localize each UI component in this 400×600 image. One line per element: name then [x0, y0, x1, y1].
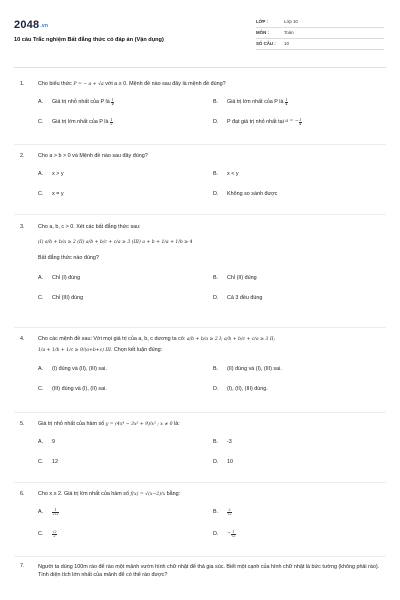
- question-text-part: Cho biểu thức: [38, 81, 72, 87]
- option-a[interactable]: [38, 171, 64, 178]
- question-separator: [14, 556, 386, 557]
- info-row-class: [256, 17, 384, 28]
- question-separator: [14, 482, 386, 483]
- question-number: 4.: [20, 336, 25, 342]
- option-key: C.: [38, 459, 44, 466]
- fraction: [299, 119, 302, 126]
- option-text: P đạt giá trị nhỏ nhất tại: [227, 119, 284, 126]
- fraction-top: 1: [110, 118, 113, 123]
- question-separator: [14, 214, 386, 215]
- question-number: 6.: [20, 491, 25, 497]
- fraction-bottom: 4: [285, 102, 288, 107]
- question-number: 3.: [20, 224, 25, 230]
- option-text: Chỉ (I) đúng: [52, 275, 81, 281]
- option-text: Giá trị nhỏ nhất của P là: [52, 99, 110, 106]
- option-key: D.: [213, 295, 219, 301]
- fraction-bottom: 2√2: [52, 512, 59, 517]
- option-text: 12: [52, 459, 58, 466]
- options: [38, 171, 380, 205]
- question-continuation: [38, 347, 380, 354]
- question-text: [38, 81, 380, 88]
- option-key: A.: [38, 439, 44, 446]
- option-text: Chỉ (II) đúng: [227, 275, 257, 281]
- math-expression: y = (4x⁴ − 3x² + 9)/x² ; x ≠ 0: [105, 422, 173, 427]
- info-key: MÔN :: [256, 30, 269, 36]
- option-key: B.: [213, 509, 219, 516]
- option-key: A.: [38, 99, 44, 106]
- fraction: [227, 509, 232, 516]
- fraction-bottom: 4: [299, 122, 302, 127]
- option-text: (II) đúng và (I), (III) sai.: [227, 366, 282, 373]
- option-key: A.: [38, 366, 44, 373]
- question-text: [38, 491, 380, 498]
- option-d[interactable]: [213, 531, 236, 538]
- option-a[interactable]: [38, 366, 107, 373]
- option-a[interactable]: [38, 275, 80, 282]
- option-c[interactable]: [38, 386, 107, 393]
- question-separator: [14, 144, 386, 145]
- math-expression: f(x) = √(x−2)/x: [130, 492, 166, 497]
- options: [38, 366, 380, 400]
- option-key: B.: [213, 275, 219, 281]
- option-key: C.: [38, 386, 44, 393]
- question-text-part: với a ≥ 0. Mệnh đề nào sau đây là mệnh đề đúng?: [105, 81, 226, 87]
- question-3: [20, 224, 380, 309]
- fraction-top: 1: [52, 509, 59, 513]
- option-key: A.: [38, 171, 44, 178]
- info-key: SỐ CÂU :: [256, 41, 276, 47]
- option-key: D.: [213, 386, 219, 393]
- info-row-subject: [256, 28, 384, 39]
- option-key: C.: [38, 119, 44, 126]
- info-value: Toán: [284, 30, 294, 36]
- option-text: x < y: [227, 171, 239, 178]
- question-4: [20, 336, 380, 400]
- fraction-bottom: √2: [231, 534, 236, 539]
- option-d[interactable]: [213, 119, 302, 126]
- info-row-count: [256, 39, 384, 50]
- option-key: D.: [213, 119, 219, 126]
- option-text: Không so sánh được: [227, 191, 278, 198]
- question-number: 7.: [20, 563, 25, 569]
- info-value: Lớp 10: [284, 19, 298, 25]
- question-6: [20, 491, 380, 549]
- question-number: 2.: [20, 153, 25, 159]
- option-key: D.: [213, 531, 219, 538]
- option-key: A.: [38, 509, 44, 516]
- fraction: [231, 531, 236, 538]
- option-text: Giá trị lớn nhất của P là: [52, 119, 109, 126]
- option-text: -3: [227, 439, 232, 446]
- math-expression: −: [227, 531, 231, 537]
- logo-suffix: .vn: [40, 23, 49, 29]
- fraction-top: 1: [111, 98, 114, 103]
- option-key: B.: [213, 366, 219, 373]
- fraction: [52, 531, 57, 538]
- option-text: x > y: [52, 171, 64, 178]
- option-text: Giá trị lớn nhất của P là: [227, 99, 284, 106]
- options: [38, 99, 380, 133]
- fraction-top: 1: [232, 530, 235, 535]
- question-7: [20, 563, 380, 580]
- option-key: C.: [38, 531, 44, 538]
- option-c[interactable]: [38, 119, 113, 126]
- option-key: B.: [213, 171, 219, 178]
- option-c[interactable]: [38, 459, 58, 466]
- fraction: [111, 99, 114, 106]
- question-text-part: Cho các mệnh đề sau: Với mọi giá trị của a, b, c dương ta có:: [38, 336, 186, 342]
- option-b[interactable]: [213, 366, 282, 373]
- option-b[interactable]: [213, 439, 232, 446]
- question-text: Người ta dùng 100m rào để rào một mảnh vườn hình chữ nhật để thả gia súc. Biết một cạnh của hình chữ nhật là bức tường (không phải rào). Tính diện tích lớn nhất của mảnh để có thể rào được?: [38, 564, 380, 579]
- question-text-part: Giá trị nhỏ nhất của hàm số: [38, 421, 105, 427]
- fraction-bottom: √2: [227, 512, 232, 517]
- fraction: [285, 99, 288, 106]
- options: [38, 439, 380, 473]
- option-text: 10: [227, 459, 233, 466]
- fraction-top: 1: [285, 98, 288, 103]
- question-separator: [14, 412, 386, 413]
- fraction-top: √2: [52, 530, 57, 535]
- option-text: Chỉ (III) đúng: [52, 295, 84, 301]
- option-a[interactable]: [38, 439, 55, 446]
- options: [38, 509, 380, 549]
- option-text: (I) đúng và (II), (III) sai.: [52, 366, 107, 373]
- math-expression: 1/a + 1/b + 1/c ≥ 9/(a+b+c) III.: [38, 348, 113, 354]
- inequality-list: (I) a/b + b/a ≥ 2 (II) a/b + b/c + c/a ≥ 3 (III) a + b + 1/a + 1/b ≥ 4: [38, 240, 193, 246]
- question-text: Cho a > b > 0 và Mệnh đề nào sau đây đúng?: [38, 153, 148, 159]
- fraction-top: 1: [299, 118, 302, 123]
- option-d[interactable]: [213, 386, 268, 393]
- option-key: C.: [38, 295, 44, 301]
- question-text-part: Cho x ≥ 2. Giá trị lớn nhất của hàm số: [38, 491, 129, 497]
- option-b[interactable]: [213, 509, 232, 516]
- question-1: [20, 81, 380, 133]
- option-b[interactable]: [213, 171, 239, 178]
- fraction-top: 2: [228, 508, 231, 513]
- fraction-bottom: 2: [53, 534, 56, 539]
- question-text: [38, 421, 380, 428]
- option-key: D.: [213, 459, 219, 466]
- option-key: C.: [38, 191, 44, 198]
- option-text: (III) đúng và (I), (II) sai.: [52, 386, 107, 393]
- option-text: x = y: [52, 191, 64, 198]
- question-text: Cho a, b, c > 0. Xét các bất đẳng thức sau:: [38, 224, 141, 230]
- question-2: [20, 153, 380, 205]
- option-key: D.: [213, 191, 219, 198]
- option-a[interactable]: [38, 99, 114, 106]
- option-text: 9: [52, 439, 55, 446]
- options: [38, 275, 380, 309]
- math-expression: a = −: [285, 119, 299, 125]
- option-text: Cả 3 đều đúng: [227, 295, 263, 301]
- option-a[interactable]: [38, 509, 59, 516]
- info-value: 10: [284, 41, 289, 47]
- logo-main: 2048: [14, 19, 40, 31]
- site-logo[interactable]: [14, 18, 48, 32]
- question-text-part: Chọn kết luận đúng:: [113, 347, 163, 354]
- option-key: A.: [38, 275, 44, 281]
- document-header: [0, 0, 400, 64]
- header-divider: [14, 67, 386, 68]
- question-text: [38, 336, 380, 343]
- question-text-part: bằng:: [166, 491, 181, 497]
- option-d[interactable]: [213, 459, 233, 466]
- option-b[interactable]: [213, 99, 288, 106]
- option-c[interactable]: [38, 531, 57, 538]
- option-b[interactable]: [213, 275, 257, 282]
- question-prompt: Bất đẳng thức nào đúng?: [38, 254, 99, 261]
- fraction: [52, 509, 59, 516]
- question-number: 1.: [20, 81, 25, 87]
- info-table: [256, 17, 384, 50]
- info-key: LỚP :: [256, 19, 268, 25]
- math-expression: P = − a + √a: [73, 82, 104, 87]
- option-key: B.: [213, 99, 219, 106]
- document-title: 10 câu Trắc nghiệm Bất đẳng thức có đáp án (Vận dụng): [14, 37, 164, 43]
- option-text: (I), (II), (III) đúng.: [227, 386, 268, 393]
- question-text-part: là:: [174, 421, 180, 427]
- option-d[interactable]: [213, 295, 262, 302]
- fraction-bottom: 2: [110, 122, 113, 127]
- fraction: [110, 119, 113, 126]
- option-c[interactable]: [38, 295, 83, 302]
- question-5: [20, 421, 380, 473]
- math-expression: a/b + b/a ≥ 2 I; a/b + b/c + c/a ≥ 3 II;: [186, 337, 276, 342]
- option-key: B.: [213, 439, 219, 446]
- option-c[interactable]: [38, 191, 64, 198]
- option-d[interactable]: [213, 191, 277, 198]
- question-separator: [14, 327, 386, 328]
- fraction-bottom: 4: [111, 102, 114, 107]
- question-number: 5.: [20, 421, 25, 427]
